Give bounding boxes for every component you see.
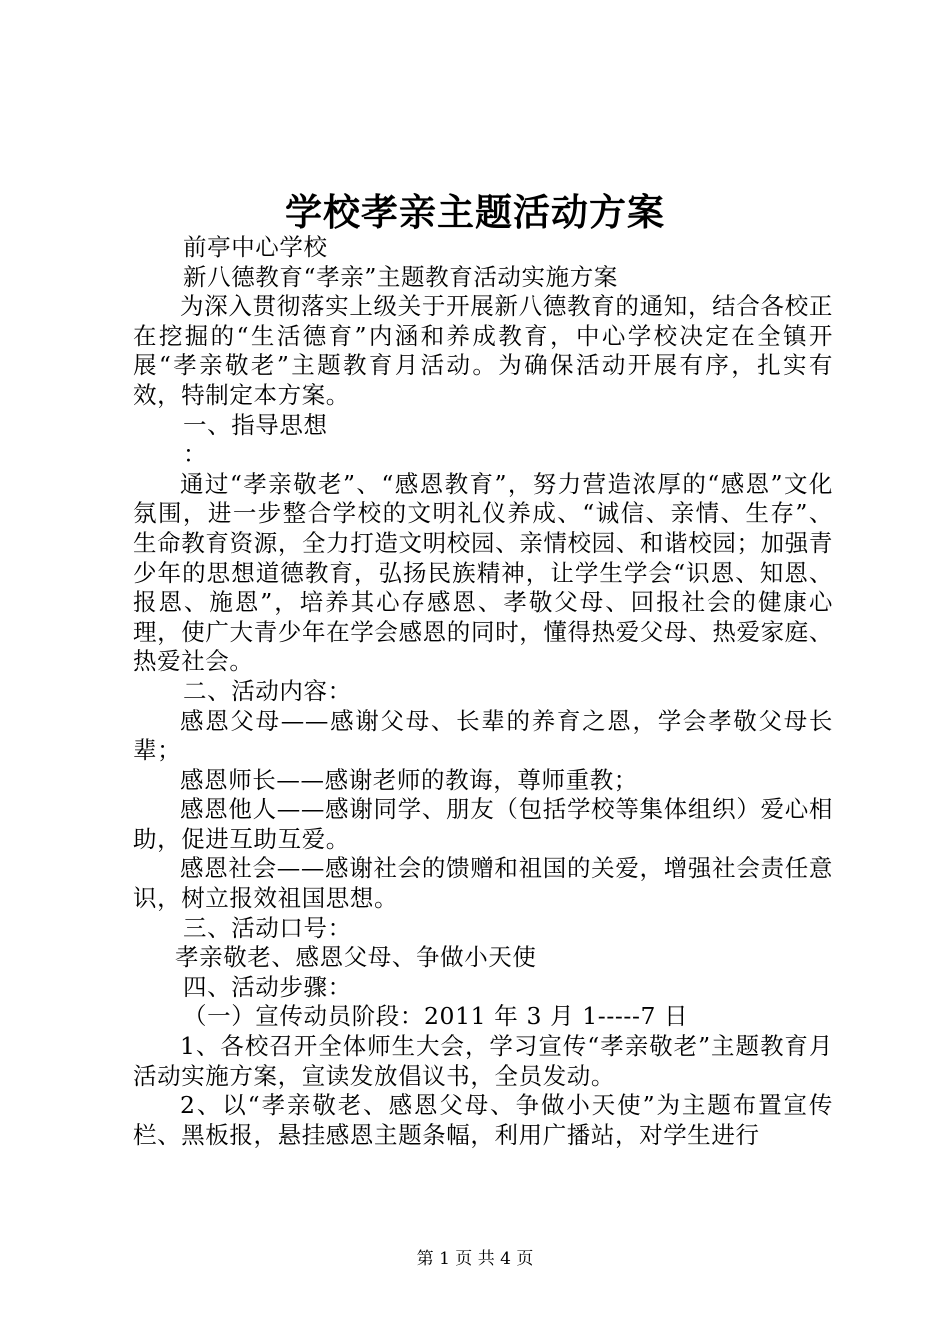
section-heading-activity-content: 二、活动内容： <box>183 676 352 705</box>
slogan-text: 孝亲敬老、感恩父母、争做小天使 <box>175 943 537 972</box>
colon-line: ： <box>183 440 208 469</box>
content-item-others: 感恩他人——感谢同学、朋友（包括学校等集体组织）爱心相助，促进互助互爱。 <box>133 795 833 853</box>
plan-subtitle: 新八德教育“孝亲”主题教育活动实施方案 <box>183 262 618 291</box>
content-item-parents: 感恩父母——感谢父母、长辈的养育之恩，学会孝敬父母长辈； <box>133 706 833 765</box>
content-item-society: 感恩社会——感谢社会的馈赠和祖国的关爱，增强社会责任意识，树立报效祖国思想。 <box>133 854 833 913</box>
page-footer: 第 1 页 共 4 页 <box>416 1249 534 1269</box>
step-item-1: 1、各校召开全体师生大会，学习宣传“孝亲敬老”主题教育月活动实施方案，宣读发放倡议书，全员发动。 <box>133 1032 833 1090</box>
section-heading-guiding-thought: 一、指导思想 <box>183 410 328 439</box>
section-heading-slogan: 三、活动口号： <box>183 913 352 942</box>
content-item-teachers: 感恩师长——感谢老师的教诲，尊师重教； <box>180 765 638 794</box>
guiding-thought-paragraph: 通过“孝亲敬老”、“感恩教育”，努力营造浓厚的“感恩”文化氛围，进一步整合学校的文明礼仪养成、“诚信、亲情、生存”、生命教育资源，全力打造文明校园、亲情校园、和谐校园；加强青少年的思想道德教育，弘扬民族精神，让学生学会“识恩、知恩、报恩、施恩”，培养其心存感恩、孝敬父母、回报社会的健康心理，使广大青少年在学会感恩的同时，懂得热爱父母、热爱家庭、热爱社会。 <box>133 469 833 676</box>
intro-paragraph: 为深入贯彻落实上级关于开展新八德教育的通知，结合各校正在挖掘的“生活德育”内涵和养成教育，中心学校决定在全镇开展“孝亲敬老”主题教育月活动。为确保活动开展有序，扎实有效，特制定本方案。 <box>133 292 833 409</box>
step-item-2: 2、以“孝亲敬老、感恩父母、争做小天使”为主题布置宣传栏、黑板报，悬挂感恩主题条幅，利用广播站，对学生进行 <box>133 1091 833 1149</box>
step-stage-one: （一）宣传动员阶段：2011 年 3 月 1-----7 日 <box>183 1002 689 1031</box>
section-heading-steps: 四、活动步骤： <box>183 972 352 1001</box>
school-name: 前亭中心学校 <box>183 233 328 261</box>
document-title: 学校孝亲主题活动方案 <box>285 190 665 234</box>
document-body <box>133 233 833 1150</box>
